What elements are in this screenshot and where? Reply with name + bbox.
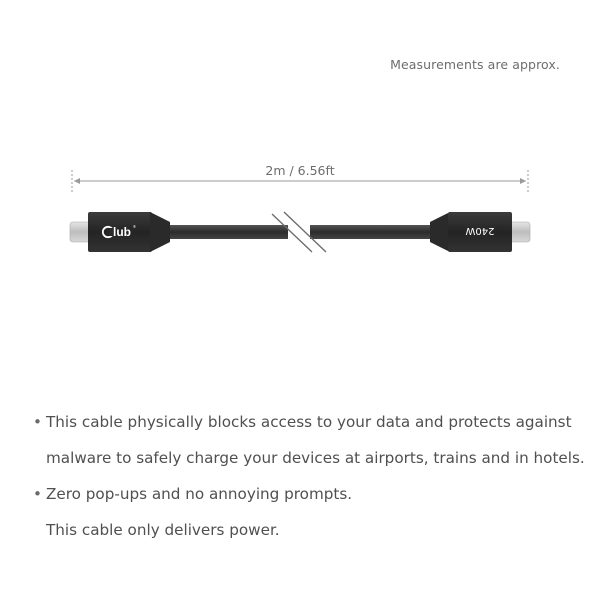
wattage-label: 240W [465, 225, 495, 236]
left-connector [70, 212, 170, 252]
bullet-icon: • [33, 485, 42, 503]
list-item-text: Zero pop-ups and no annoying prompts. [46, 485, 353, 503]
list-item [33, 404, 585, 476]
list-item-text: This cable only delivers power. [46, 521, 280, 539]
svg-text:lub: lub [113, 225, 131, 239]
list-item-text: malware to safely charge your devices at airports, trains and in hotels. [46, 449, 585, 467]
list-item [33, 476, 573, 548]
measurement-note: Measurements are approx. [390, 57, 560, 72]
right-connector [430, 212, 530, 252]
bullet-icon: • [33, 413, 42, 431]
cable-wire [168, 225, 434, 239]
svg-text:®: ® [133, 224, 136, 229]
cable-length-label: 2m / 6.56ft [265, 163, 335, 178]
list-item-text: This cable physically blocks access to your data and protects against [46, 413, 572, 431]
feature-list [33, 404, 585, 548]
